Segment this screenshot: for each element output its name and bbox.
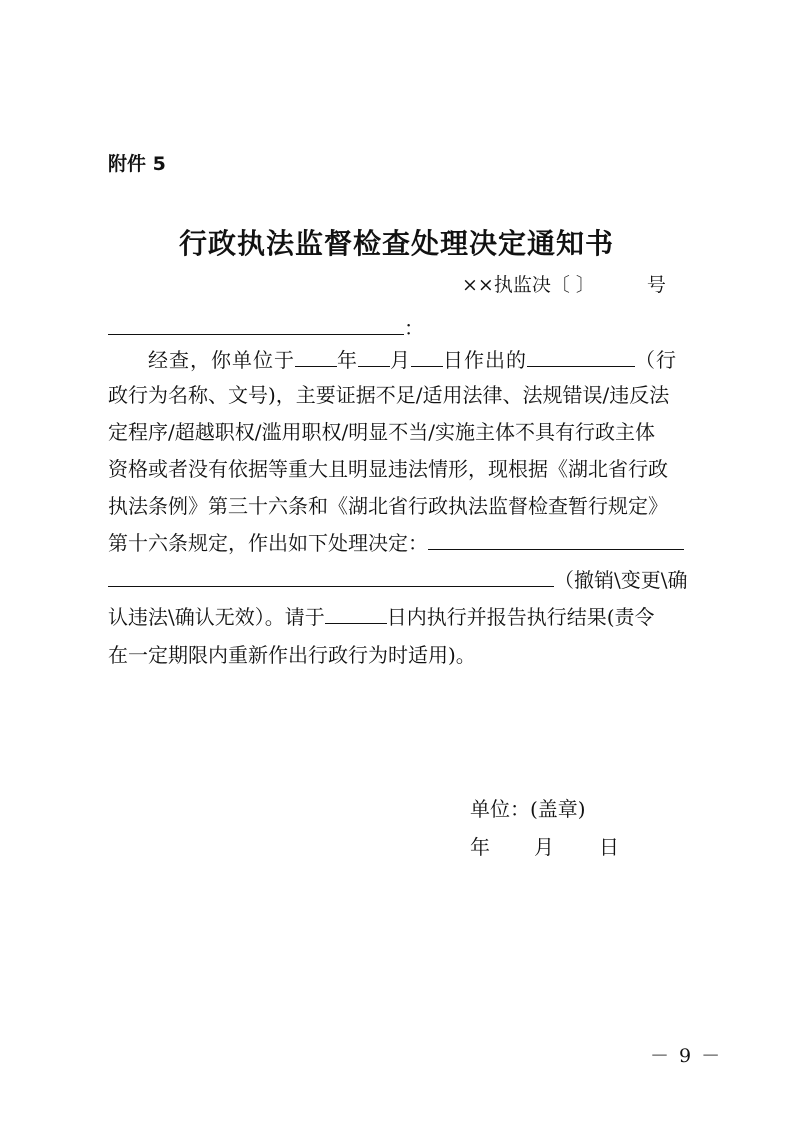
body-line-1 — [148, 342, 677, 378]
body-text: 日作出的 — [443, 348, 527, 372]
document-number-suffix: 号 — [646, 274, 666, 296]
body-text: 认违法\确认无效）。请于 — [108, 605, 325, 629]
body-text: 日内执行并报告执行结果(责令 — [386, 605, 655, 629]
body-line-6 — [108, 525, 684, 561]
body-line-2: 政行为名称、文号)，主要证据不足/适用法律、法规错误/违反法 — [108, 383, 670, 407]
signature-day: 日 — [599, 835, 619, 859]
body-text: 月 — [390, 348, 411, 372]
body-line-4: 资格或者没有依据等重大且明显违法情形，现根据《湖北省行政 — [108, 457, 668, 481]
day-blank — [411, 344, 443, 367]
document-title: 行政执法监督检查处理决定通知书 — [178, 227, 614, 260]
body-line-5: 执法条例》第三十六条和《湖北省行政执法监督检查暂行规定》 — [108, 494, 668, 518]
body-text: （撤销\变更\确 — [554, 568, 688, 592]
page-number: － 9 － — [650, 1045, 723, 1067]
document-number-prefix: ××执监决〔 〕 — [462, 274, 595, 296]
signature-month: 月 — [534, 835, 554, 859]
body-text: 经查，你单位于 — [148, 348, 295, 372]
month-blank — [358, 344, 390, 367]
body-text: 第十六条规定，作出如下处理决定： — [108, 531, 428, 555]
body-line-9: 在一定期限内重新作出行政行为时适用)。 — [108, 643, 476, 667]
document-number — [462, 270, 666, 297]
body-line-7 — [108, 562, 687, 598]
addressee-colon: ： — [404, 316, 424, 340]
attachment-label: 附件 5 — [108, 153, 166, 175]
signature-year: 年 — [470, 835, 490, 859]
body-text: 年 — [337, 348, 358, 372]
decision-blank — [428, 527, 684, 550]
administrative-act-blank — [527, 344, 635, 367]
body-line-3: 定程序/超越职权/滥用职权/明显不当/实施主体不具有行政主体 — [108, 420, 655, 444]
body-line-8 — [108, 599, 655, 635]
addressee-blank — [108, 312, 404, 335]
decision-blank-continued — [108, 564, 554, 587]
signature-unit: 单位：(盖章) — [470, 797, 586, 821]
addressee-line — [108, 310, 424, 346]
days-blank — [325, 601, 387, 624]
body-text: （行 — [635, 348, 677, 372]
year-blank — [295, 344, 337, 367]
